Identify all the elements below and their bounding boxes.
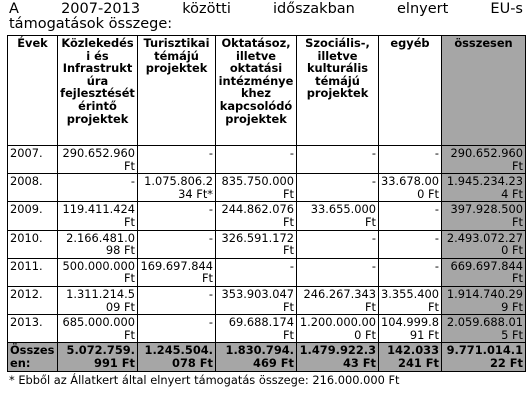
table-row — [8, 315, 526, 343]
cell-social: 1.200.000.000 Ft — [297, 315, 379, 343]
cell-total: 397.928.500 Ft — [442, 202, 526, 230]
cell-total: 2.059.688.015 Ft — [442, 315, 526, 343]
cell-transport: - — [58, 174, 138, 202]
cell-tourism: 169.697.844 Ft — [138, 258, 216, 286]
header-years: Évek — [8, 36, 58, 146]
sum-tourism: 1.245.504.078 Ft — [138, 343, 216, 371]
cell-transport: 119.411.424 Ft — [58, 202, 138, 230]
cell-social: - — [297, 230, 379, 258]
cell-education: 244.862.076 Ft — [216, 202, 297, 230]
cell-year: 2012. — [8, 286, 58, 314]
cell-year: 2009. — [8, 202, 58, 230]
table-row — [8, 286, 526, 314]
sum-education: 1.830.794.469 Ft — [216, 343, 297, 371]
cell-transport: 1.311.214.509 Ft — [58, 286, 138, 314]
cell-transport: 685.000.000 Ft — [58, 315, 138, 343]
footnote: * Ebből az Állatkert által elnyert támogatás összege: 216.000.000 Ft — [9, 373, 400, 387]
cell-transport: 500.000.000 Ft — [58, 258, 138, 286]
table-row — [8, 230, 526, 258]
cell-year: 2008. — [8, 174, 58, 202]
title-line-1: A 2007-2013 közötti időszakban elnyert EU-s — [9, 1, 523, 17]
table-row — [8, 258, 526, 286]
header-social: Szociális-, illetve kulturális témájú projektek — [297, 36, 379, 146]
cell-total: 290.652.960 Ft — [442, 146, 526, 174]
cell-other: 104.999.891 Ft — [379, 315, 442, 343]
cell-tourism: - — [138, 202, 216, 230]
cell-education: - — [216, 146, 297, 174]
cell-total: 2.493.072.270 Ft — [442, 230, 526, 258]
cell-other: 33.678.000 Ft — [379, 174, 442, 202]
table-row — [8, 174, 526, 202]
sum-social: 1.479.922.343 Ft — [297, 343, 379, 371]
page-title — [9, 2, 523, 32]
header-tourism: Turisztikai témájú projektek — [138, 36, 216, 146]
cell-other: - — [379, 202, 442, 230]
cell-tourism: - — [138, 315, 216, 343]
cell-year: 2011. — [8, 258, 58, 286]
cell-year: 2013. — [8, 315, 58, 343]
cell-other: - — [379, 146, 442, 174]
cell-tourism: 1.075.806.234 Ft* — [138, 174, 216, 202]
cell-year: 2010. — [8, 230, 58, 258]
cell-social: - — [297, 146, 379, 174]
cell-other: - — [379, 258, 442, 286]
header-other: egyéb — [379, 36, 442, 146]
cell-education: 69.688.174 Ft — [216, 315, 297, 343]
cell-transport: 290.652.960 Ft — [58, 146, 138, 174]
cell-education: 353.903.047 Ft — [216, 286, 297, 314]
sum-other: 142.033241 Ft — [379, 343, 442, 371]
cell-tourism: - — [138, 230, 216, 258]
cell-education: 326.591.172 Ft — [216, 230, 297, 258]
cell-tourism: - — [138, 286, 216, 314]
cell-social: - — [297, 258, 379, 286]
header-transport: Közlekedési és Infrastruktúra fejlesztését érintő projektek — [58, 36, 138, 146]
table-row — [8, 202, 526, 230]
cell-year: 2007. — [8, 146, 58, 174]
sum-total: 9.771.014.122 Ft — [442, 343, 526, 371]
table-sum-row — [8, 343, 526, 371]
title-line-2: támogatások összege: — [9, 16, 173, 32]
cell-education: 835.750.000 Ft — [216, 174, 297, 202]
table-row — [8, 146, 526, 174]
header-education: Oktatásoz, illetve oktatási intézményekhez kapcsolódó projektek — [216, 36, 297, 146]
eu-funding-table — [7, 35, 526, 372]
sum-transport: 5.072.759.991 Ft — [58, 343, 138, 371]
cell-transport: 2.166.481.098 Ft — [58, 230, 138, 258]
cell-tourism: - — [138, 146, 216, 174]
cell-total: 1.945.234.234 Ft — [442, 174, 526, 202]
cell-education: - — [216, 258, 297, 286]
cell-social: 246.267.343Ft — [297, 286, 379, 314]
cell-total: 1.914.740.299 Ft — [442, 286, 526, 314]
cell-social: - — [297, 174, 379, 202]
header-total: összesen — [442, 36, 526, 146]
cell-other: - — [379, 230, 442, 258]
cell-other: 3.355.400 Ft — [379, 286, 442, 314]
sum-label: Összesen: — [8, 343, 58, 371]
table-header-row — [8, 36, 526, 146]
cell-social: 33.655.000 Ft — [297, 202, 379, 230]
cell-total: 669.697.844 Ft — [442, 258, 526, 286]
